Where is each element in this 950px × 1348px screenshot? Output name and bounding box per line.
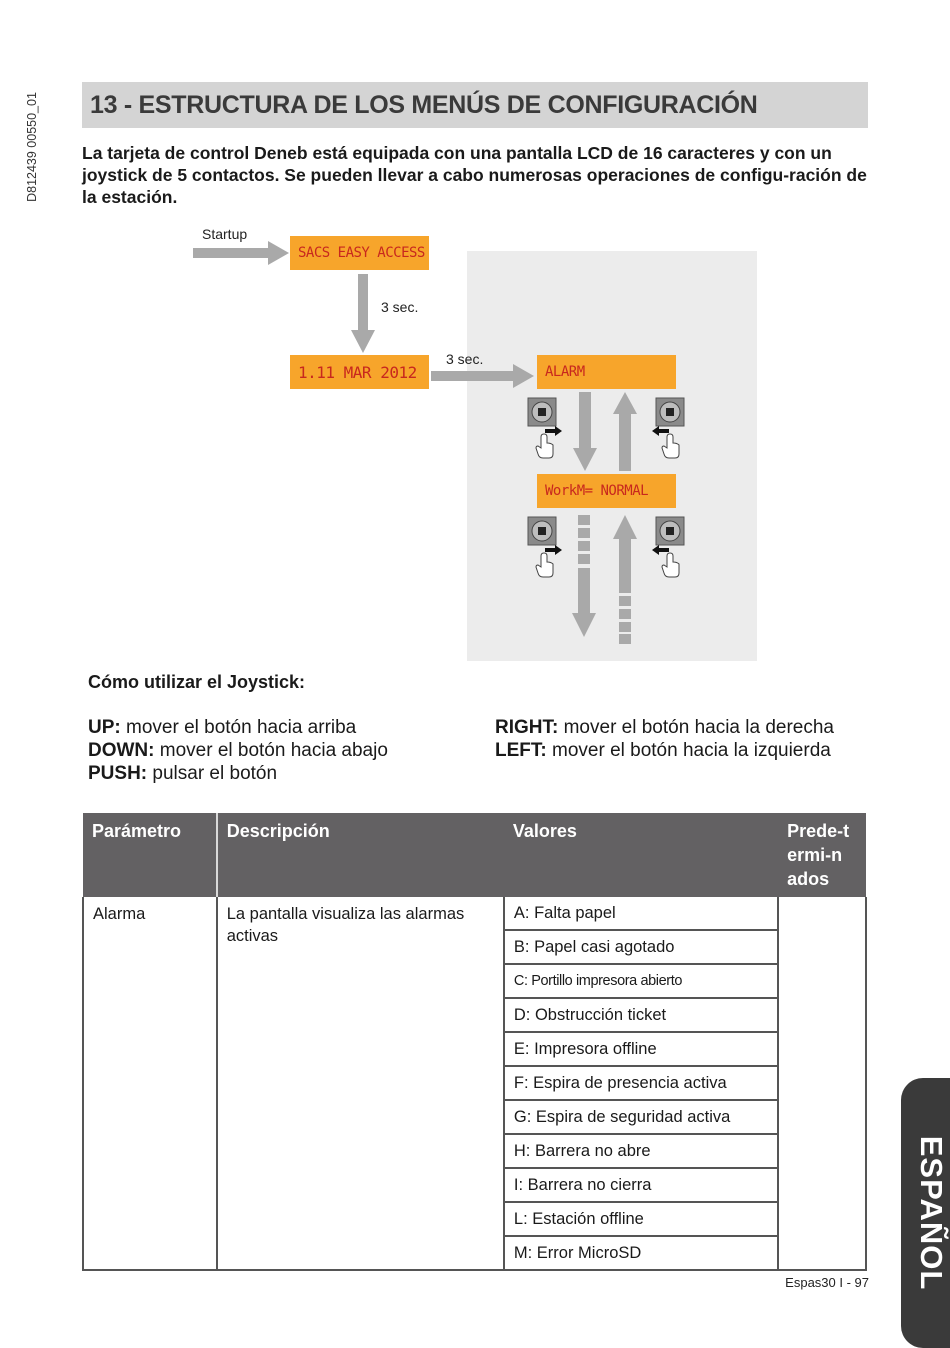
left-key: LEFT: <box>495 740 547 761</box>
down-arrow-icon <box>350 274 376 354</box>
down-dashed-arrow-icon <box>571 513 597 639</box>
lcd-startup: SACS EASY ACCESS <box>290 236 429 270</box>
push-text: pulsar el botón <box>147 763 278 784</box>
param-cell: Alarma <box>83 897 217 1270</box>
table-body <box>83 897 866 1270</box>
delay-label-1: 3 sec. <box>381 299 419 315</box>
down-arrow-icon <box>572 392 598 472</box>
header-predeterminados-text: Prede-termi-nados <box>787 821 850 889</box>
value-cell: L: Estación offline <box>504 1202 778 1236</box>
intro-paragraph: La tarjeta de control Deneb está equipada con una pantalla LCD de 16 caracteres y con un joystick de 5 contactos. Se pueden llevar a cabo numerosas operaciones de configu-ración de la estación. <box>82 143 867 207</box>
header-valores: Valores <box>504 813 778 897</box>
up-dashed-arrow-icon <box>612 513 638 645</box>
lcd-date: 1.11 MAR 2012 <box>290 355 429 389</box>
joystick-instructions-left <box>88 716 388 785</box>
push-key: PUSH: <box>88 763 148 784</box>
lcd-alarm: ALARM <box>537 355 676 389</box>
language-tab <box>901 1078 950 1348</box>
up-arrow-icon <box>612 392 638 472</box>
value-cell: C: Portillo impresora abierto <box>504 964 778 998</box>
joystick-left-icon <box>651 516 687 578</box>
value-cell: I: Barrera no cierra <box>504 1168 778 1202</box>
joystick-instructions-right <box>495 716 834 762</box>
right-key: RIGHT: <box>495 717 559 738</box>
value-cell: M: Error MicroSD <box>504 1236 778 1270</box>
table-header-row <box>83 813 866 897</box>
default-cell <box>778 897 866 1270</box>
header-predeterminados <box>778 813 866 897</box>
value-cell: G: Espira de seguridad activa <box>504 1100 778 1134</box>
joystick-right-icon <box>527 516 563 578</box>
joystick-right-icon <box>527 397 563 459</box>
value-cell: H: Barrera no abre <box>504 1134 778 1168</box>
down-key: DOWN: <box>88 740 155 761</box>
value-cell: B: Papel casi agotado <box>504 930 778 964</box>
value-cell: A: Falta papel <box>504 897 778 930</box>
language-tab-label: ESPAÑOL <box>914 1135 949 1291</box>
delay-label-2: 3 sec. <box>446 351 484 367</box>
table-row <box>83 897 866 930</box>
value-cell: F: Espira de presencia activa <box>504 1066 778 1100</box>
up-text: mover el botón hacia arriba <box>120 717 357 738</box>
left-text: mover el botón hacia la izquierda <box>546 740 831 761</box>
parameters-table <box>82 813 867 1271</box>
document-code-text: D812439 00550_01 <box>25 92 39 202</box>
right-arrow-icon <box>431 363 535 389</box>
section-title: 13 - ESTRUCTURA DE LOS MENÚS DE CONFIGURACIÓN <box>90 91 758 119</box>
description-cell: La pantalla visualiza las alarmas activas <box>217 897 504 1270</box>
down-text: mover el botón hacia abajo <box>154 740 388 761</box>
header-parametro: Parámetro <box>83 813 217 897</box>
up-key: UP: <box>88 717 121 738</box>
header-descripcion: Descripción <box>217 813 504 897</box>
value-cell: E: Impresora offline <box>504 1032 778 1066</box>
startup-arrow-icon <box>193 240 290 266</box>
value-cell: D: Obstrucción ticket <box>504 998 778 1032</box>
right-text: mover el botón hacia la derecha <box>558 717 834 738</box>
page-footer: Espas30 I - 97 <box>785 1275 869 1290</box>
joystick-left-icon <box>651 397 687 459</box>
joystick-heading: Cómo utilizar el Joystick: <box>88 672 306 692</box>
lcd-work-mode: WorkM= NORMAL <box>537 474 676 508</box>
startup-label: Startup <box>202 226 248 242</box>
